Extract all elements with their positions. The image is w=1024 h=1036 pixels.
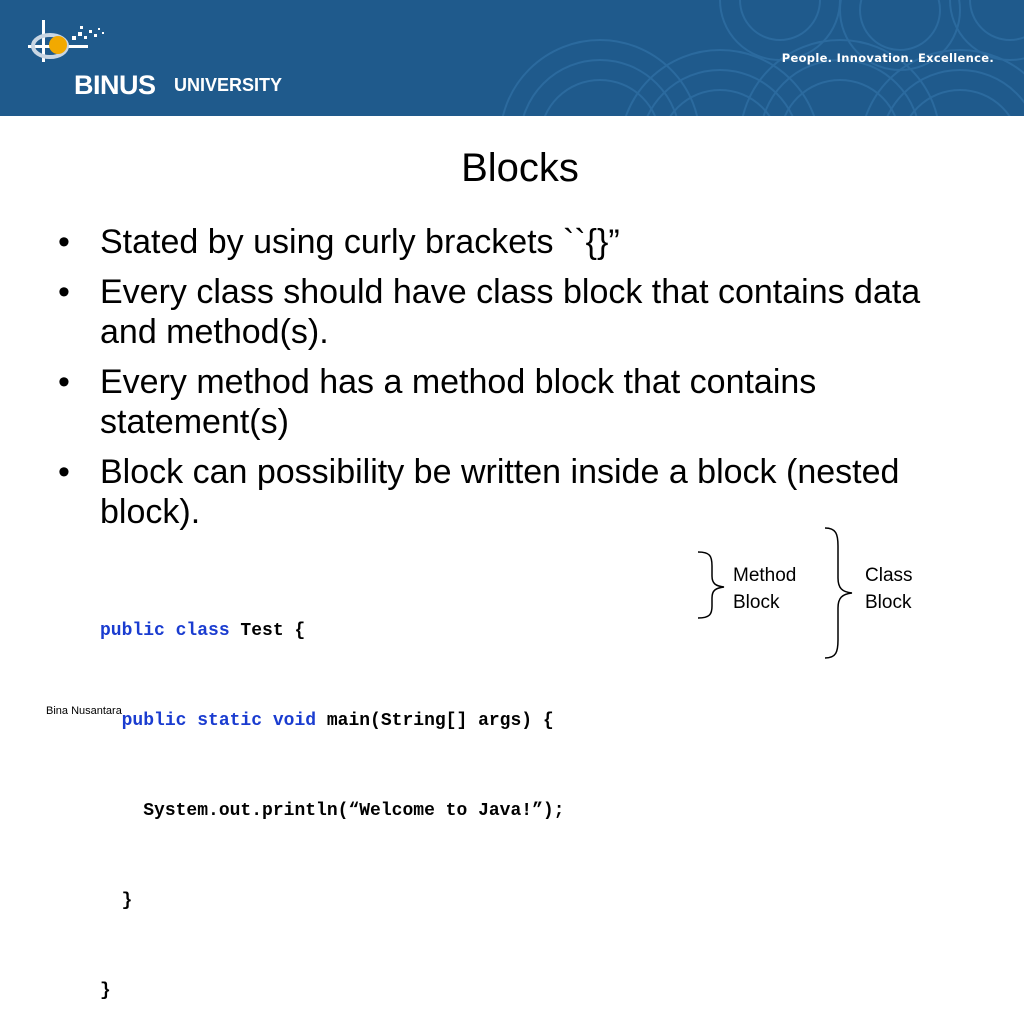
bullet-text: Block can possibility be written inside a block (nested block).: [100, 453, 900, 531]
bullet-dot: •: [58, 453, 70, 491]
class-block-brace: [825, 528, 852, 658]
method-block-label-line2: Block: [733, 592, 780, 613]
bullet-dot: •: [58, 273, 70, 311]
tagline: People. Innovation. Excellence.: [781, 51, 994, 65]
method-block-label-line1: Method: [733, 565, 797, 586]
logo-wordmark: BINUS: [74, 70, 156, 100]
class-block-label-line2: Block: [865, 592, 912, 613]
bullet-text: Stated by using curly brackets ``{}”: [100, 223, 620, 261]
code-line-5: [100, 976, 565, 1006]
slide-title: Blocks: [461, 146, 579, 190]
code-line-4: [100, 886, 565, 916]
code-text: System.out.println(“Welcome to Java!”);: [143, 801, 565, 821]
code-keyword: public class: [100, 621, 230, 641]
class-block-label: [865, 562, 913, 616]
logo-university-text: UNIVERSITY: [174, 75, 283, 95]
code-text: }: [121, 891, 133, 911]
code-keyword: public static void: [121, 711, 317, 731]
code-text: Test {: [229, 621, 306, 641]
method-block-label: [733, 562, 796, 616]
bullet-dot: •: [58, 363, 70, 401]
bullet-text: Every method has a method block that contains statement(s): [100, 363, 817, 441]
bullet-text: Every class should have class block that contains data and method(s).: [100, 273, 921, 351]
code-indent: [100, 801, 143, 821]
code-text: main(String[] args) {: [316, 711, 554, 731]
code-indent: [100, 891, 122, 911]
bullet-dot: •: [58, 223, 70, 261]
code-text: }: [100, 981, 111, 1001]
class-block-label-line1: Class: [865, 565, 913, 586]
footer-text: Bina Nusantara: [46, 705, 122, 717]
code-line-3: [100, 796, 565, 826]
method-block-brace: [698, 552, 724, 618]
